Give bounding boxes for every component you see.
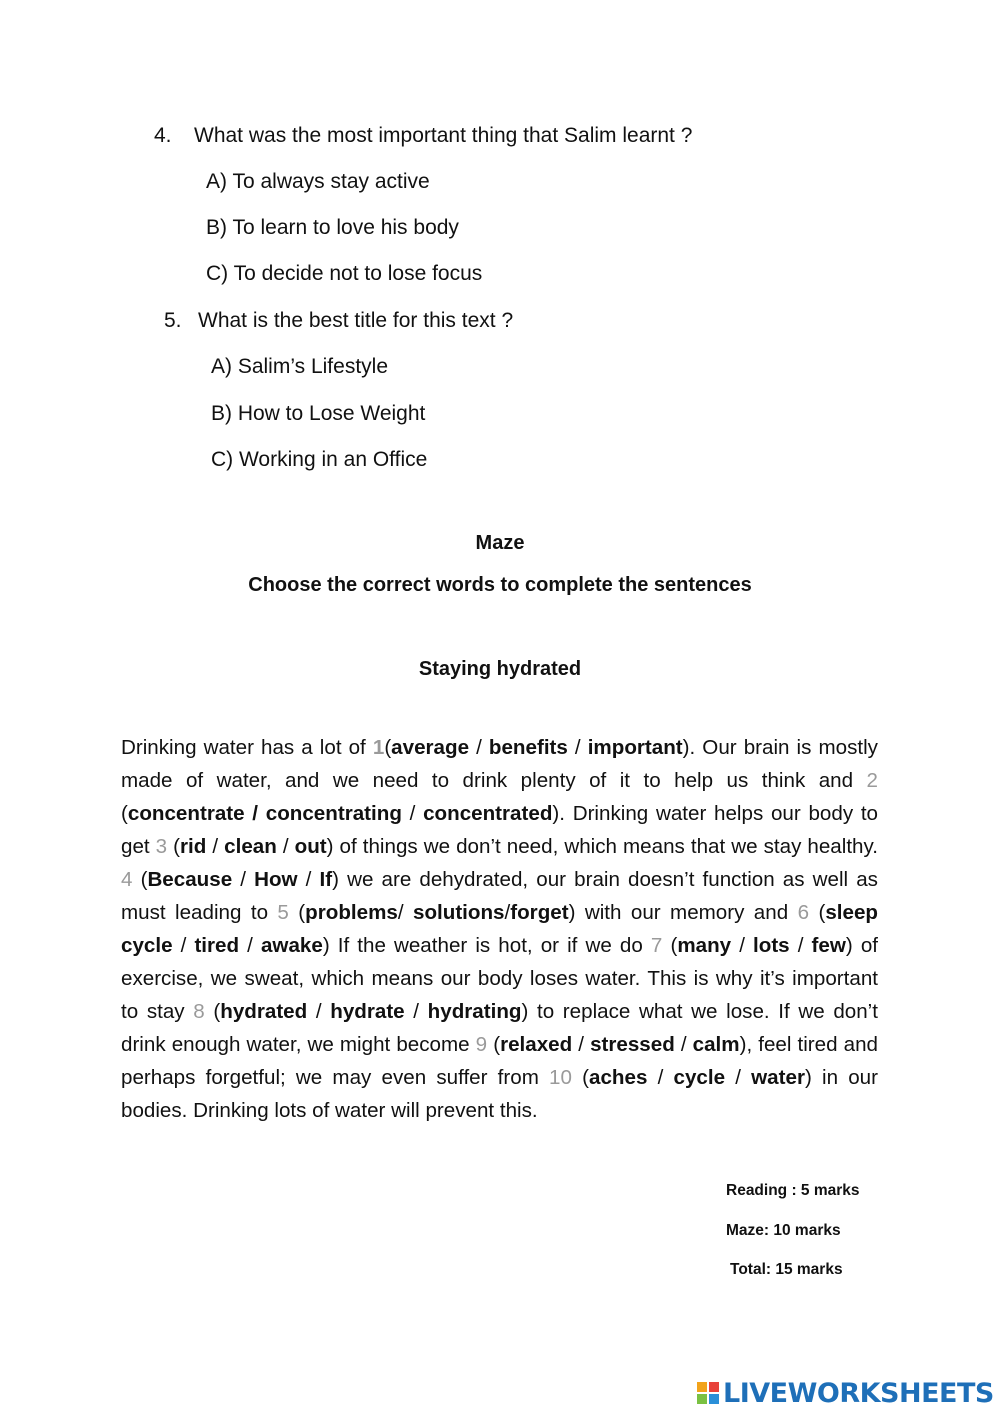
question-number: 5.	[164, 309, 182, 332]
separator: /	[297, 868, 320, 891]
separator: /	[239, 934, 261, 957]
choice-2b[interactable]: concentrated	[423, 802, 553, 825]
separator: /	[572, 1033, 591, 1056]
separator: /	[469, 736, 489, 759]
separator: /	[567, 736, 588, 759]
question-number: 4.	[154, 124, 172, 147]
passage-text: ), feel tired and perhaps forgetful; we may even suffer from	[121, 1033, 878, 1089]
logo-block	[697, 1382, 707, 1392]
paren: (	[132, 868, 148, 891]
choice-7c[interactable]: few	[811, 934, 846, 957]
choice-6b[interactable]: tired	[194, 934, 240, 957]
paren: (	[809, 901, 826, 924]
maze-heading: Maze	[475, 532, 525, 554]
choice-5b[interactable]: solutions	[412, 901, 505, 924]
paren: (	[288, 901, 306, 924]
gap-number-6: 6	[797, 901, 810, 924]
paren: (	[487, 1033, 501, 1056]
separator: /	[397, 901, 413, 924]
choice-7b[interactable]: lots	[753, 934, 790, 957]
choice-9b[interactable]: stressed	[590, 1033, 675, 1056]
question-text: What was the most important thing that Salim learnt ?	[194, 124, 693, 147]
reading-marks: Reading : 5 marks	[726, 1182, 860, 1199]
choice-9a[interactable]: relaxed	[500, 1033, 573, 1056]
option-4a[interactable]: A) To always stay active	[206, 170, 430, 193]
passage-text: ) If the weather is hot, or if we do	[322, 934, 651, 957]
separator: /	[789, 934, 812, 957]
choice-8b[interactable]: hydrate	[330, 1000, 405, 1023]
paren: (	[167, 835, 181, 858]
choice-3a[interactable]: rid	[180, 835, 207, 858]
gap-number-10: 10	[549, 1066, 572, 1089]
passage-text: ) in our bodies. Drinking lots of water will prevent this.	[121, 1066, 878, 1122]
choice-1a[interactable]: average	[391, 736, 470, 759]
choice-7a[interactable]: many	[677, 934, 732, 957]
passage-text: ) of things we don’t need, which means that we stay healthy.	[326, 835, 878, 858]
option-5b[interactable]: B) How to Lose Weight	[211, 402, 426, 425]
option-4b[interactable]: B) To learn to love his body	[206, 216, 459, 239]
choice-4c[interactable]: If	[319, 868, 333, 891]
maze-marks: Maze: 10 marks	[726, 1222, 841, 1239]
passage-text: ). Drinking water helps our body to get	[121, 802, 879, 858]
paren: (	[662, 934, 678, 957]
logo-text: LIVEWORKSHEETS	[723, 1377, 994, 1409]
question-4	[154, 123, 692, 149]
gap-number-3: 3	[155, 835, 168, 858]
paren: (	[204, 1000, 221, 1023]
choice-3c[interactable]: out	[294, 835, 327, 858]
choice-5c[interactable]: forget	[510, 901, 569, 924]
gap-number-5: 5	[277, 901, 289, 924]
choice-1b[interactable]: benefits	[488, 736, 568, 759]
separator: /	[206, 835, 225, 858]
choice-6c[interactable]: awake	[260, 934, 323, 957]
logo-block	[697, 1394, 707, 1404]
paren: (	[384, 736, 392, 759]
paren: (	[121, 802, 128, 825]
separator: /	[232, 868, 255, 891]
separator: /	[404, 1000, 428, 1023]
separator: /	[725, 1066, 752, 1089]
maze-instruction: Choose the correct words to complete the sentences	[248, 574, 752, 596]
option-5a[interactable]: A) Salim’s Lifestyle	[211, 355, 389, 378]
option-5c[interactable]: C) Working in an Office	[211, 448, 428, 471]
total-marks: Total: 15 marks	[730, 1261, 843, 1278]
passage-text: ) to replace what we lose. If we don’t drink enough water, we might become	[121, 1000, 878, 1056]
choice-10b[interactable]: cycle	[673, 1066, 726, 1089]
separator: /	[276, 835, 295, 858]
paren: (	[571, 1066, 590, 1089]
separator: /	[731, 934, 754, 957]
separator: /	[647, 1066, 674, 1089]
question-5	[164, 308, 513, 334]
gap-number-1: 1	[372, 736, 385, 759]
gap-number-4: 4	[121, 868, 133, 891]
choice-1c[interactable]: important	[587, 736, 683, 759]
gap-number-2: 2	[866, 769, 878, 792]
logo-block	[709, 1394, 719, 1404]
liveworksheets-logo	[697, 1376, 994, 1410]
separator: /	[307, 1000, 331, 1023]
passage-text: ) with our memory and	[568, 901, 798, 924]
separator: /	[172, 934, 195, 957]
logo-block	[709, 1382, 719, 1392]
choice-4b[interactable]: How	[254, 868, 298, 891]
logo-blocks-icon	[697, 1382, 719, 1404]
choice-5a[interactable]: problems	[305, 901, 398, 924]
choice-2a[interactable]: concentrate / concentrating	[127, 802, 402, 825]
choice-10c[interactable]: water	[751, 1066, 805, 1089]
passage-text: Drinking water has a lot of	[121, 736, 373, 759]
question-text: What is the best title for this text ?	[198, 309, 514, 332]
gap-number-7: 7	[650, 934, 663, 957]
passage-text: ) of exercise, we sweat, which means our body loses water. This is why it’s important to stay	[121, 934, 878, 1023]
gap-number-9: 9	[475, 1033, 488, 1056]
passage-text: ) we are dehydrated, our brain doesn’t function as well as must leading to	[121, 868, 878, 924]
choice-4a[interactable]: Because	[147, 868, 233, 891]
choice-6a[interactable]: sleep cycle	[121, 901, 878, 957]
choice-8a[interactable]: hydrated	[220, 1000, 308, 1023]
passage-title: Staying hydrated	[418, 658, 582, 680]
option-4c[interactable]: C) To decide not to lose focus	[206, 262, 483, 285]
choice-8c[interactable]: hydrating	[427, 1000, 522, 1023]
passage-text: ). Our brain is mostly made of water, and we need to drink plenty of it to help us think and	[121, 736, 878, 792]
separator: /	[504, 901, 511, 924]
maze-passage	[121, 731, 878, 1127]
gap-number-8: 8	[193, 1000, 205, 1023]
choice-9c[interactable]: calm	[692, 1033, 740, 1056]
choice-10a[interactable]: aches	[589, 1066, 648, 1089]
choice-3b[interactable]: clean	[224, 835, 277, 858]
separator: /	[401, 802, 424, 825]
separator: /	[674, 1033, 693, 1056]
